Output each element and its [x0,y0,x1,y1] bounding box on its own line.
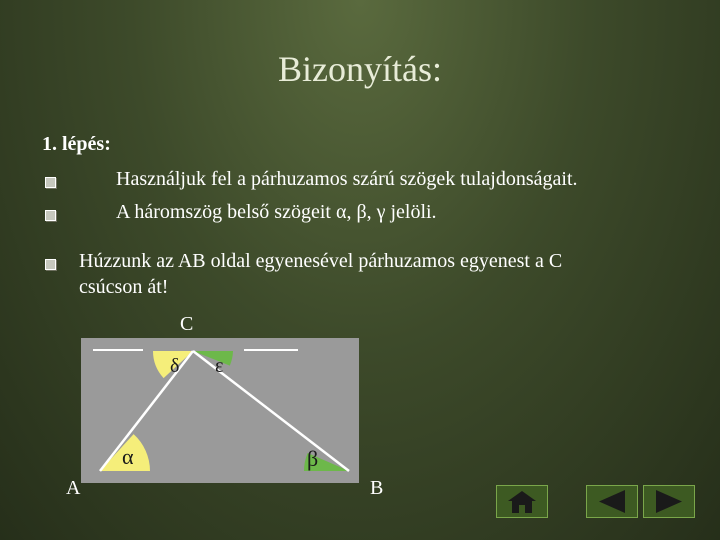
angle-label-epsilon: ε [215,355,224,377]
checkbox-bullet-icon [45,259,56,270]
checkbox-bullet-icon [45,210,56,221]
home-icon [497,486,547,517]
previous-slide-button[interactable] [586,485,638,518]
next-slide-button[interactable] [643,485,695,518]
angle-label-alpha: α [122,444,134,469]
step-label: 1. lépés: [42,133,111,155]
slide-title: Bizonyítás: [278,49,442,89]
prev-arrow-icon [587,486,637,517]
bullet-text-3-line1: Húzzunk az AB oldal egyenesével párhuzamos egyenest a C [79,250,563,272]
next-arrow-icon [644,486,694,517]
angle-label-delta: δ [170,355,180,377]
bullet-text-2: A háromszög belső szögeit α, β, γ jelöli. [116,201,437,223]
triangle-figure [81,338,359,483]
bullet-text-1: Használjuk fel a párhuzamos szárú szögek tulajdonságait. [116,168,578,190]
vertex-label-a: A [66,477,81,499]
angle-label-beta: β [307,446,319,471]
home-button[interactable] [496,485,548,518]
vertex-label-b: B [370,477,384,499]
vertex-label-c: C [180,313,194,335]
bullet-text-3-line2: csúcson át! [79,276,169,298]
angle-epsilon-sector [193,351,233,366]
triangle-diagram [81,338,359,483]
checkbox-bullet-icon [45,177,56,188]
